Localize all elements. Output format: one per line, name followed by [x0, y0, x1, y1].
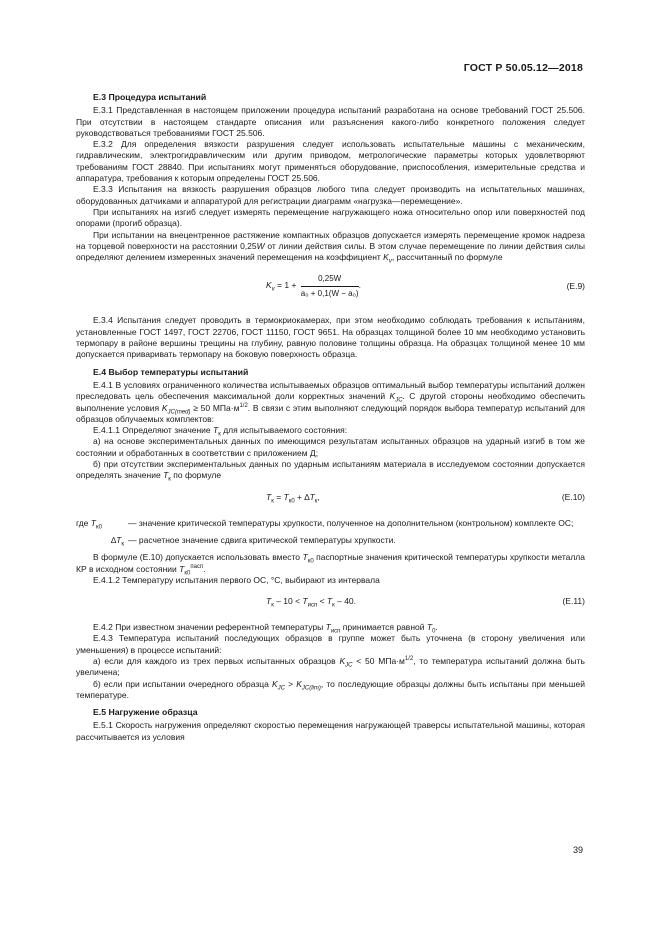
para-e4-1: Е.4.1 В условиях ограниченного количества испытываемых образцов оптимальный выбор температуры испытаний должен преследовать цель обеспечения максимальной доли корректных значений $K_{JC}$. С другой стороны необходимо обеспечить выполнение условия $K_{JC(med)} \ge 50$ $МПа\cdot м^{1/2}$. В связи с этим выполняют следующий порядок выбора температур испытаний для образцов облучаемых комплектов: [76, 379, 585, 424]
formula-e11: $T_к - 10 < T_{исп} < T_к - 40$. (Е.11) [266, 596, 585, 609]
para-e3-4: При испытаниях на изгиб следует измерять перемещение нагружающего ножа относительно опор или поверхностей под опорами (прогиб образца). [76, 206, 585, 229]
formula-e10: $T_к = T_{к0} + \Delta T_к$, (Е.10) [266, 491, 585, 505]
section-e5-title: Е.5 Нагружение образца [93, 707, 198, 718]
formula-e9-number: (Е.9) [566, 281, 585, 292]
para-e4-formula-note: В формуле (Е.10) допускается использовать вместо $T_{к0}$ паспортные значения критической температуры хрупкости металла КР в исходном состоянии $T_{к0}^{пасп}$. [76, 552, 585, 577]
para-e4-3-a: а) если для каждого из трех первых испытанных образцов $K_{JC} < 50$ $МПа\cdot м^{1/2}$, то температура испытаний должна быть увеличена; [76, 655, 585, 678]
para-e5-1: Е.5.1 Скорость нагружения определяют скоростью перемещения нагружающей траверсы испытательной машины, которая рассчитывается из условия [76, 720, 585, 742]
formula-e10-number: (Е.10) [561, 491, 585, 502]
para-e4-3: Е.4.3 Температура испытаний последующих образцов в группе может быть уточнена (в сторону увеличения или уменьшения) в процессе испытаний: [76, 633, 585, 655]
section-e4-title: Е.4 Выбор температуры испытаний [93, 366, 249, 377]
page-number: 39 [572, 845, 583, 855]
formula-e9: $K_v = 1$ + $\frac{0,25W}{\text{a₀ + 0,1(W − a₀)}}$ . (Е.9) [266, 274, 585, 298]
document-body [76, 92, 585, 743]
para-e4-2: Е.4.2 При известном значении референтной температуры $T_{исп}$ принимается равной $T_0$. [93, 622, 438, 635]
formula-e11-number: (Е.11) [562, 596, 585, 607]
para-e3-1: Е.3.1 Представленная в настоящем приложении процедура испытаний разработана на основе требований ГОСТ 25.506. При отсутствии в настоящем стандарте описания или разъяснения какого-либо конкретного положения следует руководствоваться требованиями ГОСТ 25.506. [76, 105, 585, 138]
para-e3-3: Е.3.3 Испытания на вязкость разрушения образцов любого типа следует производить на испытательных машинах, оборудованных датчиками и аппаратурой для регистрации диаграмм «нагрузка—перемещение». [76, 184, 585, 206]
where-item-delta-tk: $\Delta T_к$ — расчетное значение сдвига критической температуры хрупкости. [110, 534, 396, 548]
standard-header: ГОСТ Р 50.05.12—2018 [463, 62, 583, 74]
para-e4-1-2: Е.4.1.2 Температуру испытания первого ОС, °С, выбирают из интервала [93, 574, 380, 585]
para-e4-1-1-a: а) на основе экспериментальных данных по имеющимся результатам испытанных образцов на ударный изгиб в том же состоянии и обработанных в соответствии с приложением Д; [76, 436, 585, 458]
section-e3-title: Е.3 Процедура испытаний [93, 92, 207, 102]
where-item-tk0: где $T_{к0}$ — значение критической температуры хрупкости, полученное на дополнительном (контрольном) комплекте ОС; [76, 517, 574, 531]
para-e3-6: Е.3.4 Испытания следует проводить в термокриокамерах, при этом необходимо соблюдать требования к испытаниям, установленные ГОСТ 1497, ГОСТ 22706, ГОСТ 11150, ГОСТ 9651. На образцах толщиной более 10 мм необходимо установить термопару в районе вершины трещины на глубину, равную половине толщины образца. На образцах толщиной менее 10 мм допускается приваривать термопару на боковую поверхность образца. [76, 315, 585, 360]
para-e3-2: Е.3.2 Для определения вязкости разрушения следует использовать испытательные машины с механическим, гидравлическим, электрогидравлическим или другим приводом, метрологические параметры которых удовлетворяют требованиям ГОСТ 28840. При испытаниях могут применяться оборудование, приспособления, измерительные средства и аппаратура, требования к которым определены ГОСТ 25.506. [76, 139, 585, 184]
para-e3-5: При испытании на внецентренное растяжение компактных образцов допускается измерять перемещение кромок надреза на торцевой поверхности на расстоянии 0,25W от линии действия силы. В этом случае перемещение по линии действия силы определяют делением измеренных значений перемещения на коэффициент $K_v$, рассчитанный по формуле [76, 229, 586, 265]
para-e4-3-b: б) если при испытании очередного образца $K_{JC} > K_{JC(lim)}$, то последующие образцы должны быть испытаны при меньшей температуре. [76, 678, 585, 700]
para-e4-1-1: Е.4.1.1 Определяют значение $T_к$ для испытываемого состояния: [93, 425, 348, 438]
para-e4-1-1-b: б) при отсутствии экспериментальных данных по ударным испытаниям материала в исследуемом состоянии допускается определять значение $T_к$ по формуле [76, 459, 585, 483]
